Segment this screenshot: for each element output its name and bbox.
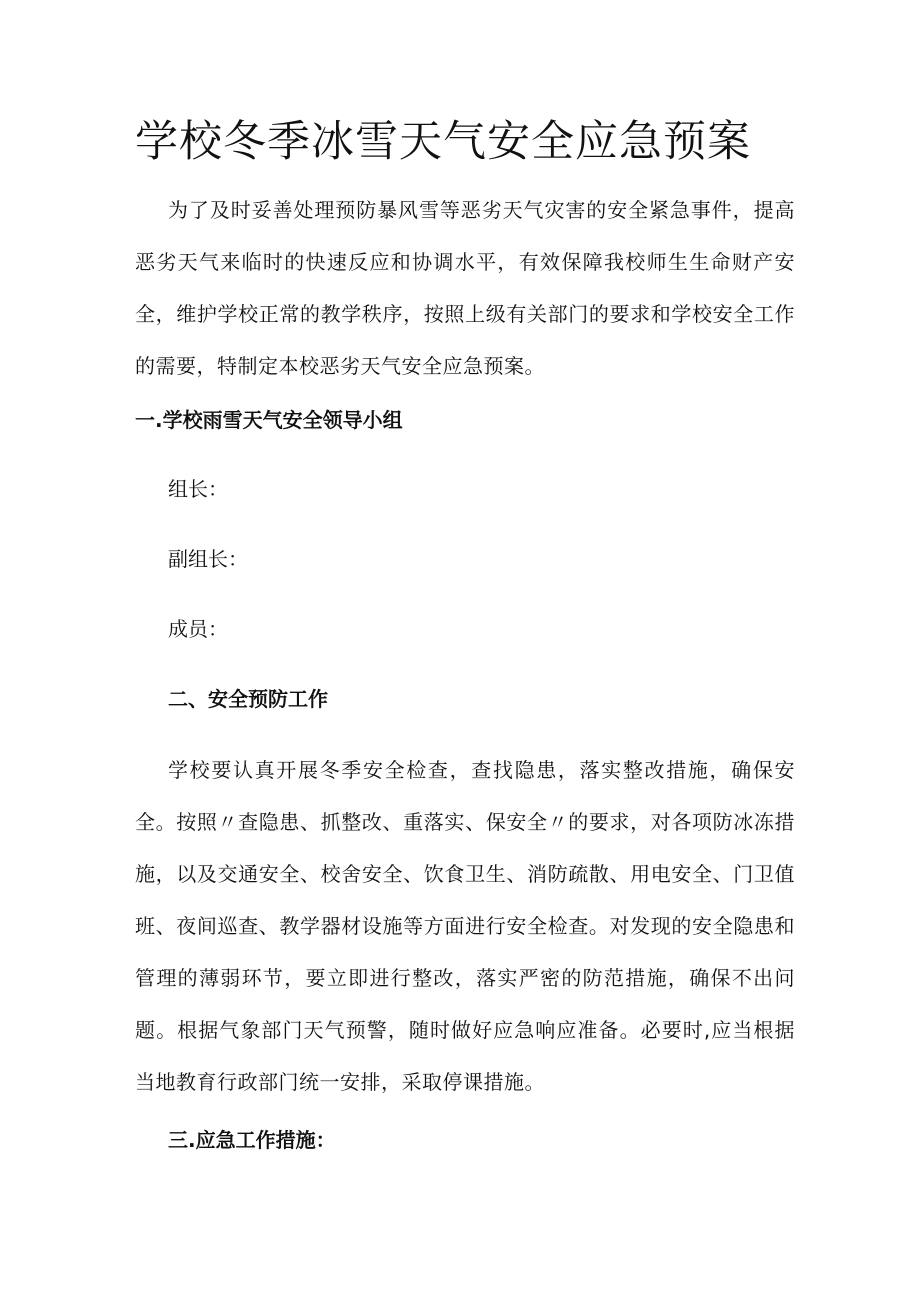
intro-paragraph: 为了及时妥善处理预防暴风雪等恶劣天气灾害的安全紧急事件，提高恶劣天气来临时的快速反应和协调水平，有效保障我校师生生命财产安全，维护学校正常的教学秩序，按照上级有关部门的要求和学校安全工作的需要，特制定本校恶劣天气安全应急预案。 [135,198,795,378]
deputy-leader-line: 副组长： [168,547,248,571]
section-2-paragraph: 学校要认真开展冬季安全检查，查找隐患，落实整改措施，确保安全。按照〃查隐患、抓整改、重落实、保安全〃的要求，对各项防冰冻措施，以及交通安全、校舍安全、饮食卫生、消防疏散、用电安全、门卫值班、夜间巡查、教学器材设施等方面进行安全检查。对发现的安全隐患和管理的薄弱环节，要立即进行整改，落实严密的防范措施，确保不出问题。根据气象部门天气预警，随时做好应急响应准备。必要时,应当根据当地教育行政部门统一安排，采取停课措施。 [135,758,795,1094]
document-title: 学校冬季冰雪天气安全应急预案 [135,117,751,167]
section-2-heading: 二、安全预防工作 [168,687,328,711]
section-1-heading: 一.学校雨雪天气安全领导小组 [135,408,403,432]
section-3-heading: 三.应急工作措施： [168,1128,336,1152]
leader-line: 组长： [168,477,228,501]
members-line: 成员： [168,617,228,641]
